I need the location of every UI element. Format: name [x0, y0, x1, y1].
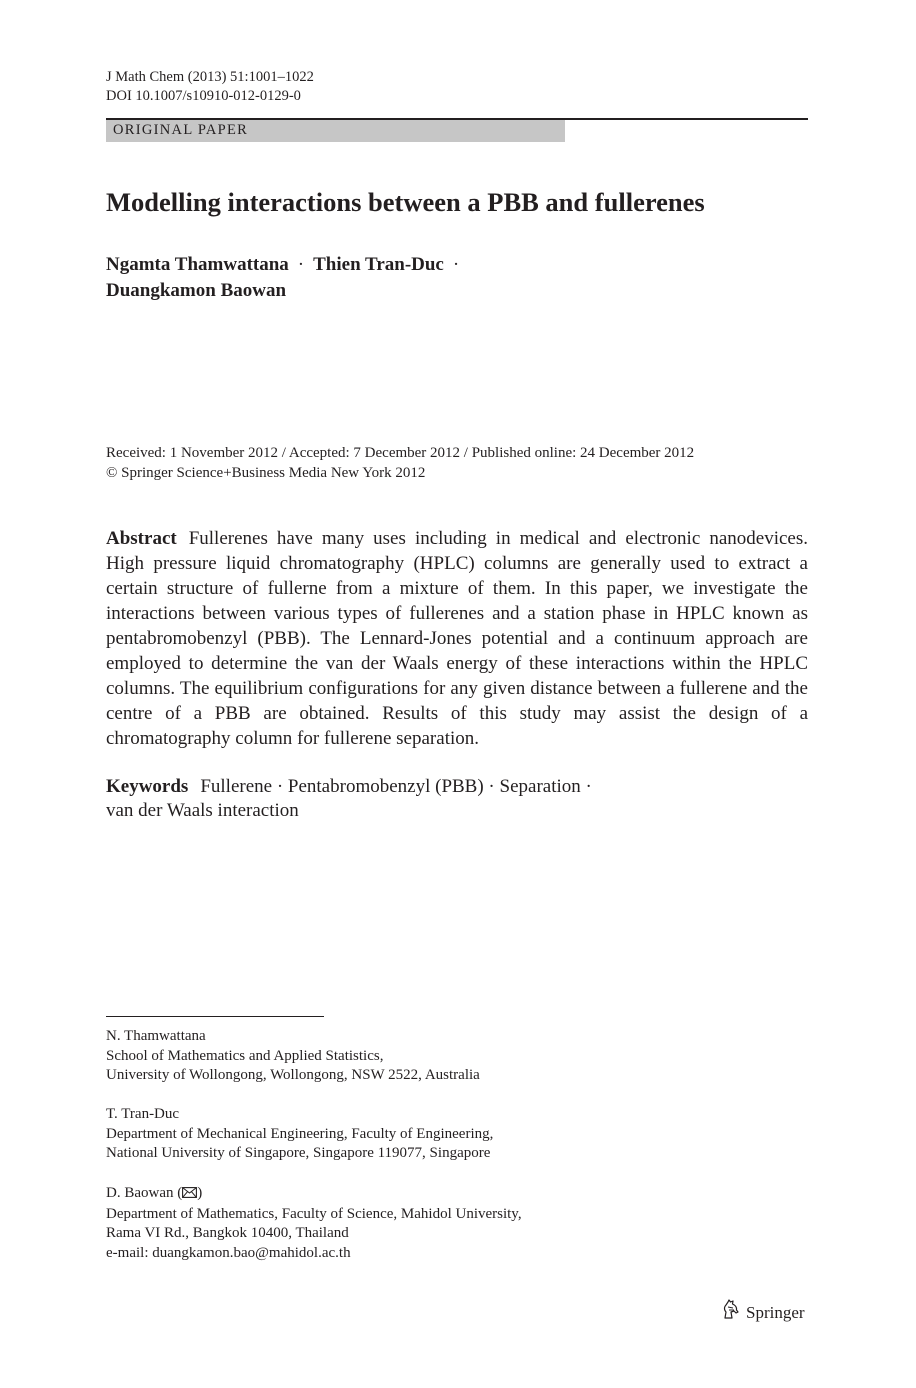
email: e-mail: duangkamon.bao@mahidol.ac.th	[106, 1245, 351, 1262]
paper-title: Modelling interactions between a PBB and fullerenes	[106, 187, 705, 217]
publication-history	[106, 443, 694, 483]
keywords-line: van der Waals interaction	[106, 800, 299, 821]
journal-line: J Math Chem (2013) 51:1001–1022	[106, 69, 314, 85]
affiliation-line: National University of Singapore, Singapore 119077, Singapore	[106, 1145, 491, 1162]
affiliation: D. Baowan ( ) Department of Mathematics, Faculty of Science, Mahidol University, Rama VI Rd., Bangkok 10400, Thailand e-mail: duangkamon.bao@mahidol.ac.th	[106, 1184, 522, 1264]
affiliation	[106, 1027, 480, 1086]
keywords-label: Keywords	[106, 776, 189, 797]
envelope-icon	[182, 1185, 197, 1205]
keywords	[106, 775, 808, 823]
author-name: Ngamta Thamwattana	[106, 254, 289, 275]
affiliation-name: N. Thamwattana	[106, 1028, 206, 1044]
affiliation-line: Rama VI Rd., Bangkok 10400, Thailand	[106, 1225, 349, 1242]
abstract-text: Fullerenes have many uses including in medical and electronic nanodevices. High pressure liquid chromatography (HPLC) columns are generally used to extract a certain structure of fullerne from a mixture of them. In this paper, we investigate the interactions between various types of fullerenes and a station phase in HPLC known as pentabromobenzyl (PBB). The Lennard-Jones potential and a continuum approach are employed to determine the van der Waals energy of these interactions within the HPLC columns. The equilibrium configurations for any given distance between a fullerene and the centre of a PBB are obtained. Results of this study may assist the design of a chromatography column for fullerene separation.	[106, 528, 808, 749]
abstract-label: Abstract	[106, 528, 177, 549]
affiliation-name: T. Tran-Duc	[106, 1106, 180, 1122]
keywords-line: Fullerene · Pentabromobenzyl (PBB) · Separation ·	[200, 776, 592, 797]
affiliation-line: Department of Mathematics, Faculty of Science, Mahidol University,	[106, 1205, 522, 1222]
footnote-rule	[106, 1016, 324, 1017]
affiliation-line: School of Mathematics and Applied Statistics,	[106, 1047, 384, 1064]
affiliation-name: D. Baowan	[106, 1185, 174, 1201]
history-dates: Received: 1 November 2012 / Accepted: 7 December 2012 / Published online: 24 December 2012	[106, 445, 695, 461]
author-name: Duangkamon Baowan	[106, 280, 287, 301]
publisher-logo	[722, 1299, 805, 1326]
abstract	[106, 526, 808, 751]
author-list	[106, 252, 468, 304]
affiliation-line: Department of Mechanical Engineering, Faculty of Engineering,	[106, 1125, 494, 1142]
springer-horse-icon	[722, 1299, 746, 1326]
publisher-name: Springer	[746, 1302, 805, 1322]
author-separator: ·	[297, 254, 305, 275]
copyright-line: © Springer Science+Business Media New York 2012	[106, 465, 426, 481]
journal-citation	[106, 68, 314, 106]
affiliation	[106, 1105, 493, 1164]
doi-line: DOI 10.1007/s10910-012-0129-0	[106, 88, 301, 104]
author-name: Thien Tran-Duc	[313, 254, 444, 275]
affiliation-line: University of Wollongong, Wollongong, NSW 2522, Australia	[106, 1067, 480, 1084]
article-type-banner: ORIGINAL PAPER	[106, 120, 565, 142]
author-separator: ·	[452, 254, 460, 275]
